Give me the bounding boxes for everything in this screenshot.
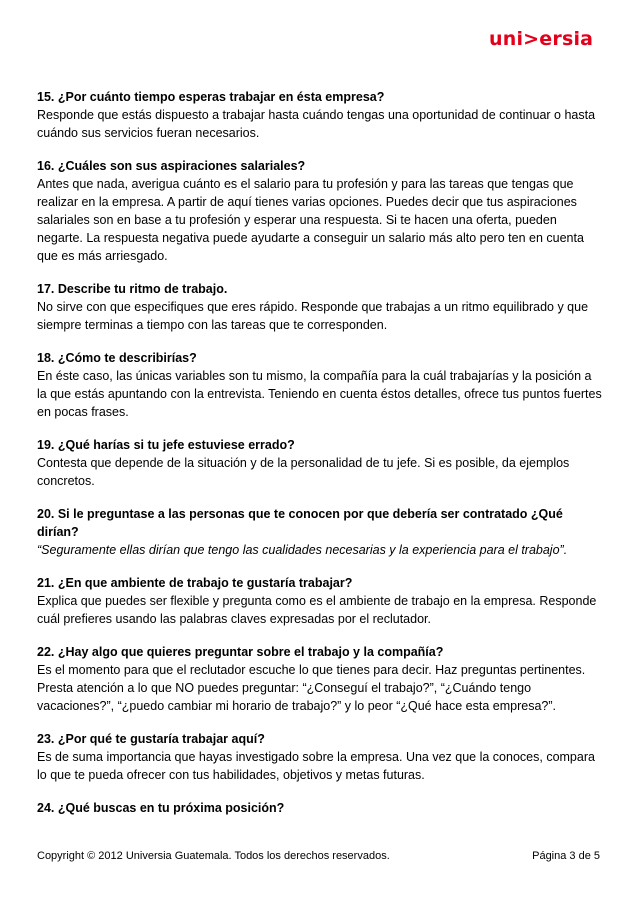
qa-item-19 <box>37 436 602 490</box>
question-heading: 18. ¿Cómo te describirías? <box>37 351 197 365</box>
question-heading: 23. ¿Por qué te gustaría trabajar aquí? <box>37 732 265 746</box>
document-body <box>37 88 602 832</box>
qa-item-16 <box>37 157 602 265</box>
copyright-text: Copyright © 2012 Universia Guatemala. Todos los derechos reservados. <box>37 850 390 862</box>
qa-item-15 <box>37 88 602 142</box>
question-heading: 24. ¿Qué buscas en tu próxima posición? <box>37 801 285 815</box>
answer-text: Es el momento para que el reclutador escuche lo que tienes para decir. Haz preguntas pertinentes. Presta atención a lo que NO puedes preguntar: “¿Conseguí el trabajo?”, “¿Cuándo tengo vacaciones?”, “¿puedo cambiar mi horario de trabajo?” y lo peor “¿Qué hace esta empresa?”. <box>37 663 586 713</box>
answer-text: “Seguramente ellas dirían que tengo las cualidades necesarias y la experiencia para el trabajo”. <box>37 543 568 557</box>
question-heading: 19. ¿Qué harías si tu jefe estuviese errado? <box>37 438 295 452</box>
question-heading: 21. ¿En que ambiente de trabajo te gustaría trabajar? <box>37 576 353 590</box>
question-heading: 16. ¿Cuáles son sus aspiraciones salariales? <box>37 159 306 173</box>
qa-item-23 <box>37 730 602 784</box>
qa-item-22 <box>37 643 602 715</box>
qa-item-20 <box>37 505 602 559</box>
qa-item-24 <box>37 799 602 817</box>
universia-logo: uni>ersia <box>489 28 594 50</box>
answer-text: No sirve con que especifiques que eres rápido. Responde que trabajas a un ritmo equilibrado y que siempre terminas a tiempo con las tareas que te corresponden. <box>37 300 589 332</box>
question-heading: 20. Si le preguntase a las personas que te conocen por que debería ser contratado ¿Qué dirían? <box>37 507 563 539</box>
qa-item-21 <box>37 574 602 628</box>
answer-text: Es de suma importancia que hayas investigado sobre la empresa. Una vez que la conoces, compara lo que te pueda ofrecer con tus habilidades, objetivos y metas futuras. <box>37 750 595 782</box>
qa-item-18 <box>37 349 602 421</box>
answer-text: Contesta que depende de la situación y de la personalidad de tu jefe. Si es posible, da ejemplos concretos. <box>37 456 570 488</box>
question-heading: 22. ¿Hay algo que quieres preguntar sobre el trabajo y la compañía? <box>37 645 444 659</box>
answer-text: Explica que puedes ser flexible y pregunta como es el ambiente de trabajo en la empresa. Responde cuál prefieres usando las palabras claves expresadas por el reclutador. <box>37 594 597 626</box>
answer-text: Responde que estás dispuesto a trabajar hasta cuándo tengas una oportunidad de continuar o hasta cuándo sus servicios fueran necesarios. <box>37 108 596 140</box>
answer-text: En éste caso, las únicas variables son tu mismo, la compañía para la cuál trabajarías y la posición a la que estás apuntando con la entrevista. Teniendo en cuenta éstos detalles, ofrece tus puntos fuertes en pocas frases. <box>37 369 602 419</box>
answer-text: Antes que nada, averigua cuánto es el salario para tu profesión y para las tareas que tengas que realizar en la empresa. A partir de aquí tienes varias opciones. Puedes decir que tus aspiraciones salariales son en base a tu profesión y esperar una respuesta. Si te hacen una oferta, pueden negarte. La respuesta negativa puede ayudarte a conseguir un salario más alto pero ten en cuenta que es más arriesgado. <box>37 177 584 263</box>
qa-item-17 <box>37 280 602 334</box>
question-heading: 17. Describe tu ritmo de trabajo. <box>37 282 228 296</box>
page-number: Página 3 de 5 <box>532 850 600 862</box>
question-heading: 15. ¿Por cuánto tiempo esperas trabajar en ésta empresa? <box>37 90 385 104</box>
